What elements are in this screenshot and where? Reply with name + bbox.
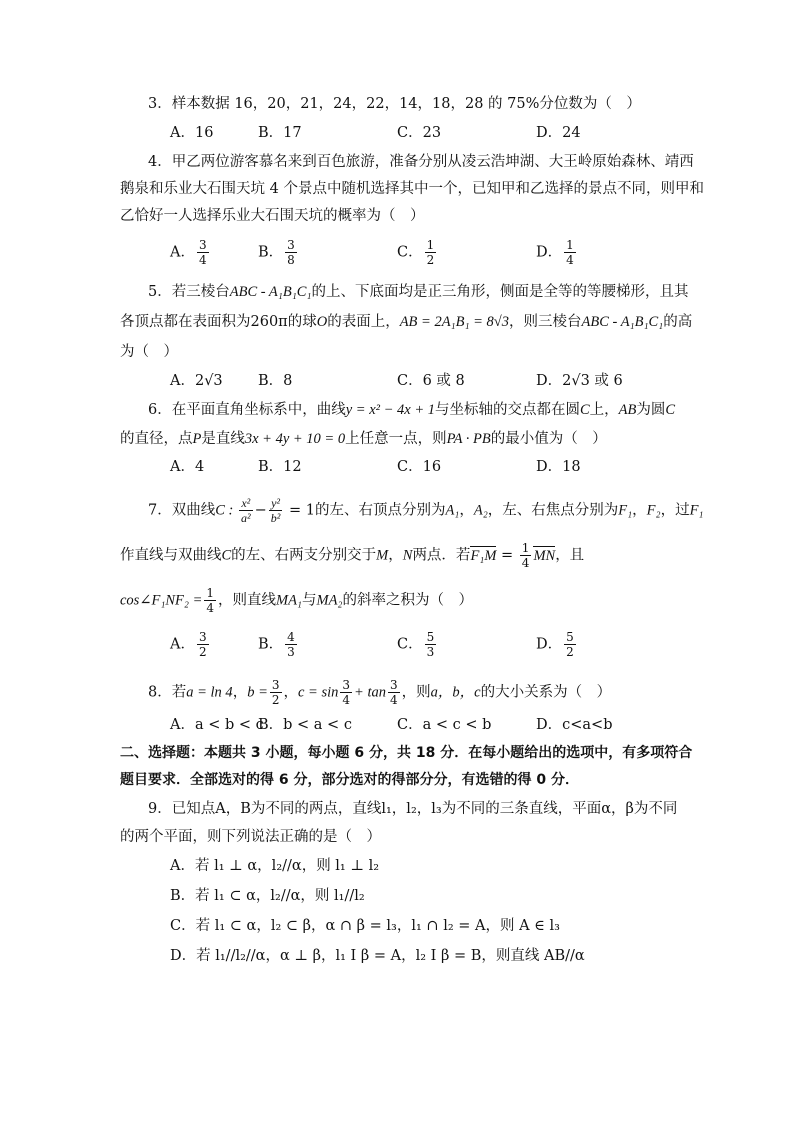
fraction: $\frac{1}{4}$: [566, 238, 574, 267]
q5-line-2: 各顶点都在表面积为260π的球O的表面上，AB = 2A₁B₁ = 8√3，则三棱台ABC - A₁B₁C₁的高: [120, 314, 693, 330]
q7-line-2: 作直线与双曲线C的左、右两支分别交于M，N两点．若F₁M = $\frac{1}{4}$ MN，且: [120, 541, 585, 570]
q7-option-d: D． $\frac{5}{2}$: [536, 630, 574, 659]
q3-option-b: B．17: [258, 125, 302, 141]
q6-line-2: 的直径，点P是直线3x + 4y + 10 = 0上任意一点，则PA · PB的最小值为（ ）: [120, 431, 607, 447]
q3-option-d: D．24: [536, 125, 581, 141]
q9-option-a: A．若 l₁ ⊥ α，l₂//α，则 l₁ ⊥ l₂: [170, 858, 380, 874]
q4-option-c: C． $\frac{1}{2}$: [397, 238, 435, 267]
q6-option-a: A．4: [170, 459, 205, 475]
q6-line-1: 6．在平面直角坐标系中，曲线y = x² − 4x + 1与坐标轴的交点都在圆C上，AB为圆C: [148, 402, 676, 418]
section-2-instructions: 题目要求．全部选对的得 6 分，部分选对的得部分分，有选错的得 0 分．: [120, 772, 579, 788]
fraction: $\frac{1}{4}$: [521, 541, 530, 570]
q8-option-d: D．c<a<b: [536, 717, 613, 733]
q3-option-c: C．23: [397, 125, 442, 141]
fraction: $\frac{3}{4}$: [198, 238, 207, 267]
q7-option-c: C． $\frac{5}{3}$: [397, 630, 435, 659]
q7-option-b: B． $\frac{4}{3}$: [258, 630, 295, 659]
q8-option-a: A．a < b < c: [170, 717, 264, 733]
fraction: $\frac{5}{3}$: [426, 630, 435, 659]
q8-line-1: 8．若a = ln 4，b = $\frac{3}{2}$ ，c = sin $\frac{3}{4}$ + tan $\frac{3}{4}$ ，则a，b，c的大小关系为（ ）: [148, 678, 612, 707]
q9-option-c: C．若 l₁ ⊂ α，l₂ ⊂ β，α ∩ β = l₃，l₁ ∩ l₂ = A，则 A ∈ l₃: [170, 918, 560, 934]
fraction: $\frac{\text{y²}}{\text{b²}}$: [270, 496, 281, 525]
q5-option-d: D．2√3 或 6: [536, 373, 623, 389]
q6-option-d: D．18: [536, 459, 581, 475]
q8-option-c: C．a < c < b: [397, 717, 492, 733]
q7-line-1: 7．双曲线C : $\frac{\text{x²}}{\text{a²}}$ − $\frac{\text{y²}}{\text{b²}}$ = 1的左、右顶点分别为A₁，A₂，左、右焦点分别为F₁，F₂，过F₁: [148, 496, 704, 525]
q6-option-b: B．12: [258, 459, 302, 475]
q4-option-d: D． $\frac{1}{4}$: [536, 238, 574, 267]
q8-option-b: B．b < a < c: [258, 717, 352, 733]
fraction: $\frac{3}{2}$: [198, 630, 207, 659]
q4-line-3: 乙恰好一人选择乐业大石围天坑的概率为（ ）: [120, 208, 425, 224]
fraction: $\frac{3}{4}$: [342, 678, 351, 707]
section-2-heading: 二、选择题：本题共 3 小题，每小题 6 分，共 18 分．在每小题给出的选项中，有多项符合: [120, 745, 693, 761]
q9-line-1: 9．已知点A，B为不同的两点，直线l₁，l₂，l₃为不同的三条直线，平面α，β为不同: [148, 801, 678, 817]
q7-option-a: A． $\frac{3}{2}$: [170, 630, 207, 659]
q5-option-c: C．6 或 8: [397, 373, 465, 389]
q4-line-2: 鹅泉和乐业大石围天坑 4 个景点中随机选择其中一个，已知甲和乙选择的景点不同，则甲和: [120, 181, 704, 197]
q4-line-1: 4．甲乙两位游客慕名来到百色旅游，准备分别从凌云浩坤湖、大王岭原始森林、靖西: [148, 154, 694, 170]
q3-stem: 3．样本数据 16，20，21，24，22，14，18，28 的 75%分位数为（ ）: [148, 96, 641, 112]
q9-option-d: D．若 l₁//l₂//α，α ⊥ β，l₁ I β = A，l₂ I β = B，则直线 AB//α: [170, 948, 585, 964]
q5-line-1: 5．若三棱台ABC - A₁B₁C₁的上、下底面均是正三角形，侧面是全等的等腰梯形，且其: [148, 284, 689, 300]
fraction: $\frac{3}{4}$: [390, 678, 398, 707]
q4-option-a: A． $\frac{3}{4}$: [170, 238, 207, 267]
fraction: $\frac{\text{x²}}{\text{a²}}$: [240, 496, 251, 525]
fraction: $\frac{3}{8}$: [287, 238, 295, 267]
q4-option-b: B． $\frac{3}{8}$: [258, 238, 295, 267]
q5-option-a: A．2√3: [170, 373, 223, 389]
fraction: $\frac{1}{2}$: [426, 238, 435, 267]
q5-option-b: B．8: [258, 373, 293, 389]
fraction: $\frac{5}{2}$: [566, 630, 574, 659]
fraction: $\frac{4}{3}$: [287, 630, 295, 659]
q9-line-2: 的两个平面，则下列说法正确的是（ ）: [120, 829, 381, 845]
q7-line-3: cos∠F₁NF₂ = $\frac{1}{4}$ ，则直线MA₁与MA₂的斜率之积为（ ）: [120, 586, 473, 615]
q9-option-b: B．若 l₁ ⊂ α，l₂//α，则 l₁//l₂: [170, 888, 365, 904]
q3-option-a: A．16: [170, 125, 214, 141]
fraction: $\frac{1}{4}$: [206, 586, 214, 615]
q6-option-c: C．16: [397, 459, 442, 475]
fraction: $\frac{3}{2}$: [271, 678, 280, 707]
q5-line-3: 为（ ）: [120, 344, 178, 360]
